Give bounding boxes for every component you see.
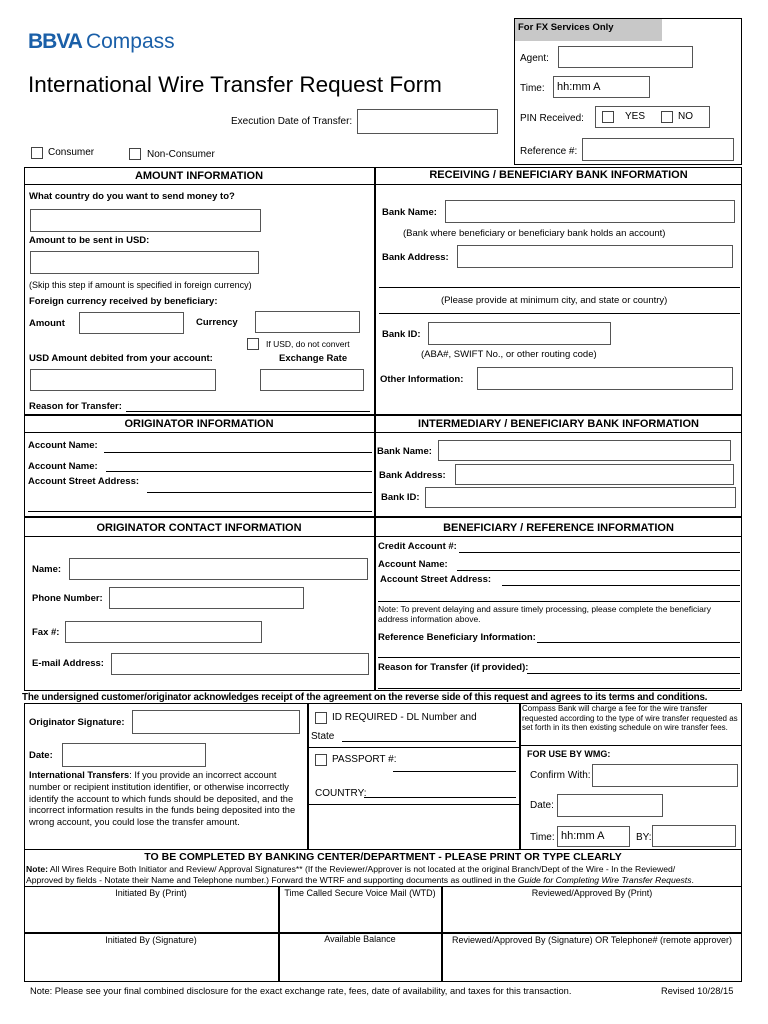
reviewed-signature-label: Reviewed/Approved By (Signature) OR Telephone# (remote approver) [452,935,732,945]
initiated-print-label: Initiated By (Print) [115,888,187,898]
wmg-by-input[interactable] [652,825,736,847]
wmg-time-label: Time: [530,832,555,843]
logo-compass: Compass [85,30,175,53]
id-state-line[interactable] [342,741,516,742]
credit-account-label: Credit Account #: [378,541,457,552]
skip-note: (Skip this step if amount is specified in foreign currency) [29,280,252,290]
execution-date-label: Execution Date of Transfer: [231,116,353,127]
fx-reference-label: Reference #: [520,146,578,157]
id-required-label: ID REQUIRED - DL Number and [332,712,477,723]
initiated-signature-field[interactable] [25,947,277,980]
contact-fax-label: Fax #: [32,627,60,638]
banking-center-title: TO BE COMPLETED BY BANKING CENTER/DEPARTMENT - PLEASE PRINT OR TYPE CLEARLY [144,851,622,863]
originator-signature-label: Originator Signature: [29,717,125,728]
logo-bbva: BBVA [28,30,82,53]
fx-agent-label: Agent: [520,53,549,64]
execution-date-input[interactable] [357,109,498,134]
debited-amount-input[interactable] [30,369,216,391]
originator-account-name2-line[interactable] [106,471,372,472]
intermediary-bank-name-label: Bank Name: [377,446,432,457]
acknowledgement-text: The undersigned customer/originator acknowledges receipt of the agreement on the reverse side of this request and agrees to its terms and conditions. [22,692,708,703]
available-balance-field[interactable] [280,947,440,980]
consumer-label: Consumer [48,147,95,158]
fx-time-label: Time: [520,83,545,94]
reference-beneficiary-line2[interactable] [378,657,740,658]
country-question: What country do you want to send money to? [29,191,235,202]
address-note: (Please provide at minimum city, and state or country) [441,295,668,306]
wmg-date-input[interactable] [557,794,663,817]
fx-agent-input[interactable] [558,46,693,68]
originator-contact-header: ORIGINATOR CONTACT INFORMATION [96,522,302,534]
beneficiary-account-name-label: Account Name: [378,559,448,570]
bank-id-note: (ABA#, SWIFT No., or other routing code) [421,349,597,360]
non-consumer-checkbox[interactable] [129,148,141,160]
receiving-bank-name-label: Bank Name: [382,207,437,218]
signature-date-label: Date: [29,750,53,761]
amount-label: Amount [29,318,65,329]
currency-label: Currency [196,317,238,328]
foreign-amount-input[interactable] [79,312,184,334]
originator-account-name2-label: Account Name: [28,461,98,472]
footer-note: Note: Please see your final combined disclosure for the exact exchange rate, fees, date of availability, and taxes for this transaction. [30,986,572,996]
originator-street-line2[interactable] [28,511,372,512]
time-called-field[interactable] [280,900,440,931]
receiving-bank-name-note: (Bank where beneficiary or beneficiary bank holds an account) [403,228,666,239]
contact-email-input[interactable] [111,653,369,675]
receiving-bank-id-input[interactable] [428,322,611,345]
originator-street-label: Account Street Address: [28,476,140,487]
fee-notice: Compass Bank will charge a fee for the wire transfer requested according to the type of wire transfer requested as set forth in its then existing schedule on wire transfer fees. [522,704,738,733]
fx-pin-no-checkbox[interactable] [661,111,673,123]
initiated-print-field[interactable] [25,900,277,931]
originator-street-line[interactable] [147,492,372,493]
wmg-title: FOR USE BY WMG: [527,749,611,759]
passport-line[interactable] [393,771,516,772]
intermediary-bank-id-input[interactable] [425,487,736,508]
reason-transfer-line[interactable] [126,411,370,412]
reference-beneficiary-line[interactable] [537,642,740,643]
id-required-checkbox[interactable] [315,712,327,724]
bbva-compass-logo [28,30,175,54]
beneficiary-reason-line2[interactable] [378,688,740,689]
beneficiary-street-line[interactable] [502,585,740,586]
receiving-bank-address-label: Bank Address: [382,252,449,263]
reviewed-signature-field[interactable] [443,947,740,980]
form-title: International Wire Transfer Request Form [28,72,442,97]
usd-amount-input[interactable] [30,251,259,274]
usd-no-convert-label: If USD, do not convert [266,339,350,349]
beneficiary-street-label: Account Street Address: [380,574,492,585]
initiated-signature-label: Initiated By (Signature) [105,935,197,945]
contact-fax-input[interactable] [65,621,262,643]
international-transfers-text: : If you provide an incorrect account number or recipient institution identifier, or otherwise incorrectly identify the account to which funds should be deposited, and the incorrect information results in the funds being deposited into the wrong account, you could lose the transfer amount. [29,770,296,828]
reason-transfer-label: Reason for Transfer: [29,401,122,412]
contact-email-label: E-mail Address: [32,658,104,669]
reviewed-print-label: Reviewed/Approved By (Print) [531,888,653,898]
originator-account-name-label: Account Name: [28,440,98,451]
beneficiary-reason-label: Reason for Transfer (if provided): [378,662,529,673]
currency-input[interactable] [255,311,360,333]
intermediary-bank-header: INTERMEDIARY / BENEFICIARY BANK INFORMATION [418,418,699,430]
originator-info-header: ORIGINATOR INFORMATION [124,418,274,430]
wmg-by-label: BY: [636,832,652,843]
exchange-rate-label: Exchange Rate [279,353,348,364]
fx-title: For FX Services Only [515,19,662,41]
confirm-with-label: Confirm With: [530,770,591,781]
fx-time-value: hh:mm A [557,81,601,93]
banking-note-text-a: All Wires Require Both Initiator and Review/ Approval Signatures** (If the Reviewer/Approver is not located at the original Branch/Dept of the Wire - In the Reviewed/ [47,864,676,874]
id-state-label: State [311,731,335,742]
banking-note-line2 [26,875,694,885]
contact-phone-label: Phone Number: [32,593,103,604]
wmg-time-value: hh:mm A [561,830,605,842]
confirm-with-input[interactable] [592,764,738,787]
available-balance-label: Available Balance [324,934,396,944]
foreign-currency-label: Foreign currency received by beneficiary: [29,296,218,307]
banking-note-text-b: Approved by fields - Notate their Name and Telephone number.) Forward the WTRF and supporting documents as outlined in the [26,875,518,885]
receiving-bank-id-label: Bank ID: [382,329,421,340]
fx-time-input[interactable] [553,76,650,98]
contact-phone-input[interactable] [109,587,304,609]
receiving-bank-header: RECEIVING / BENEFICIARY BANK INFORMATION [429,169,688,181]
non-consumer-label: Non-Consumer [147,149,215,160]
receiving-bank-address-input[interactable] [457,245,733,268]
debited-amount-label: USD Amount debited from your account: [29,353,213,364]
intermediary-bank-address-label: Bank Address: [379,470,446,481]
intermediary-bank-id-label: Bank ID: [381,492,420,503]
banking-note-line1 [26,864,675,874]
reviewed-print-field[interactable] [443,900,740,931]
country-input[interactable] [30,209,261,232]
beneficiary-reason-line[interactable] [527,673,740,674]
beneficiary-street-line2[interactable] [378,601,740,602]
revised-date: Revised 10/28/15 [661,986,734,996]
intermediary-bank-name-input[interactable] [438,440,731,461]
originator-signature-input[interactable] [132,710,300,734]
intermediary-bank-address-input[interactable] [455,464,734,485]
exchange-rate-input[interactable] [260,369,364,391]
banking-note-end: . [691,875,694,885]
fx-reference-input[interactable] [582,138,734,161]
banking-note-bold: Note: [26,864,48,874]
amount-info-header: AMOUNT INFORMATION [134,170,264,182]
time-called-label: Time Called Secure Voice Mail (WTD) [284,888,436,898]
consumer-checkbox[interactable] [31,147,43,159]
fx-pin-yes-checkbox[interactable] [602,111,614,123]
passport-label: PASSPORT #: [332,754,397,765]
signature-date-input[interactable] [62,743,206,767]
wmg-time-input[interactable] [557,826,630,847]
reference-beneficiary-label: Reference Beneficiary Information: [378,632,536,643]
receiving-bank-name-input[interactable] [445,200,735,223]
fx-pin-label: PIN Received: [520,113,584,124]
beneficiary-note: Note: To prevent delaying and assure timely processing, please complete the beneficiary address information above. [378,604,711,624]
id-country-line[interactable] [364,797,516,798]
beneficiary-account-name-line[interactable] [457,570,740,571]
fx-services-panel [514,18,742,165]
contact-name-label: Name: [32,564,62,575]
banking-note-guide: Guide for Completing Wire Transfer Requests [517,875,692,885]
contact-name-input[interactable] [69,558,368,580]
international-transfers-bold: International Transfers [29,770,130,780]
passport-checkbox[interactable] [315,754,327,766]
fx-pin-yes-label: YES [625,111,646,122]
fx-pin-no-label: NO [678,111,693,122]
wmg-date-label: Date: [530,800,554,811]
country-label: COUNTRY: [315,788,367,799]
usd-no-convert-checkbox[interactable] [247,338,259,350]
international-transfers-warning [29,770,305,829]
usd-amount-label: Amount to be sent in USD: [29,235,150,246]
credit-account-line[interactable] [459,552,740,553]
other-info-label: Other Information: [380,374,464,385]
address-note-line [379,313,740,314]
originator-account-name-line[interactable] [104,452,372,453]
other-info-input[interactable] [477,367,733,390]
beneficiary-reference-header: BENEFICIARY / REFERENCE INFORMATION [443,522,674,534]
receiving-address-line[interactable] [379,287,740,288]
